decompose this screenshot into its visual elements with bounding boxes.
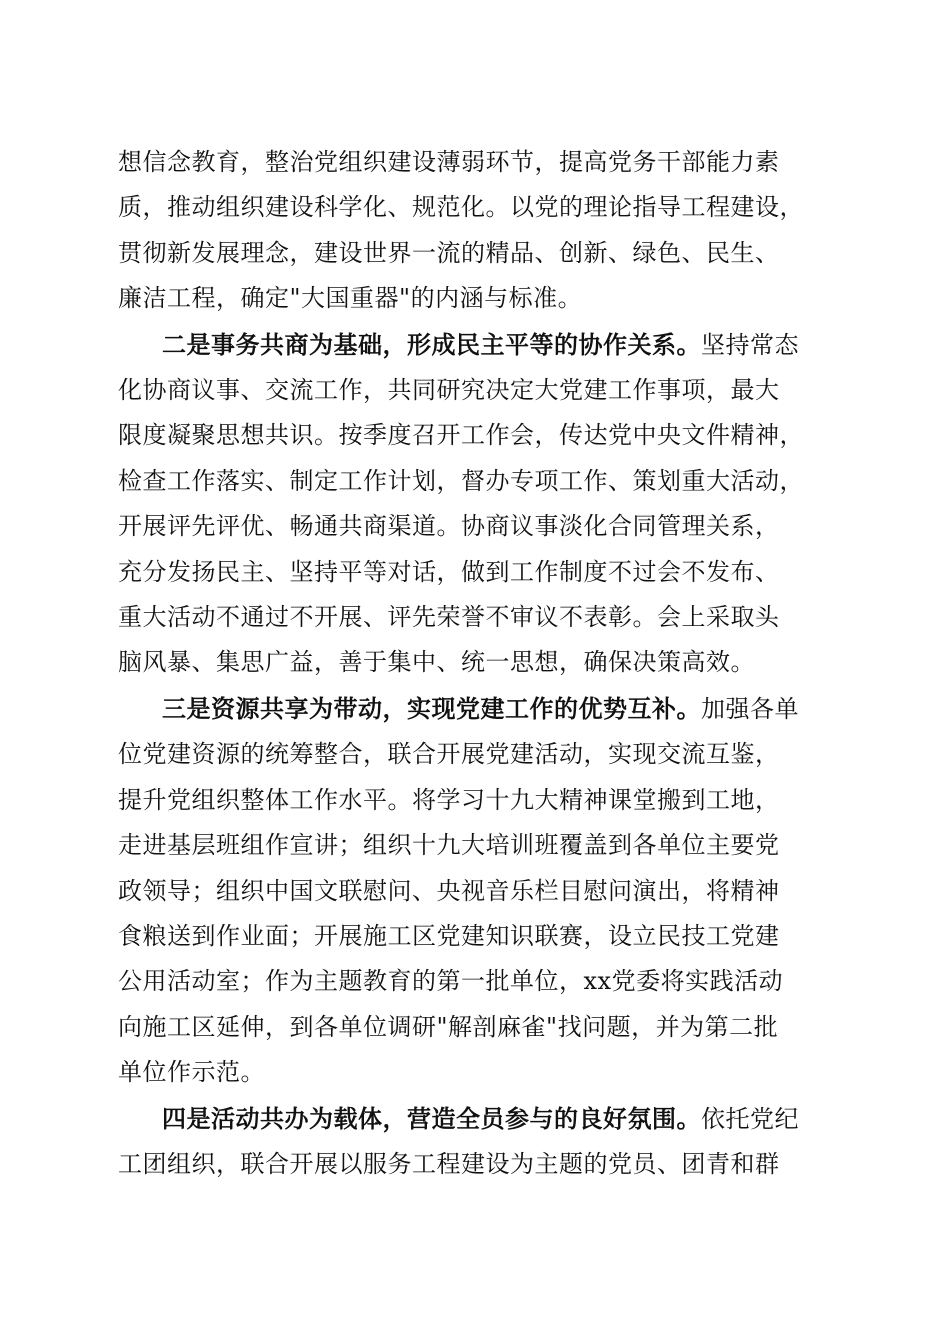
- text-run: 依托党纪: [701, 1104, 799, 1133]
- text-line: 重大活动不通过不开展、评先荣誉不审议不表彰。会上采取头: [118, 603, 780, 632]
- text-line: 检查工作落实、制定工作计划，督办专项工作、策划重大活动，: [118, 466, 804, 495]
- text-line: 质，推动组织建设科学化、规范化。以党的理论指导工程建设，: [118, 193, 804, 222]
- paragraph-4: [118, 1096, 838, 1188]
- text-line: 化协商议事、交流工作，共同研究决定大党建工作事项，最大: [118, 376, 780, 405]
- text-line: 脑风暴、集思广益，善于集中、统一思想，确保决策高效。: [118, 648, 755, 677]
- text-line: 食粮送到作业面；开展施工区党建知识联赛，设立民技工党建: [118, 921, 780, 950]
- paragraph-heading: 三是资源共享为带动，实现党建工作的优势互补。: [162, 693, 701, 723]
- text-line: 公用活动室；作为主题教育的第一批单位，xx党委将实践活动: [118, 967, 784, 996]
- text-run: 加强各单: [701, 694, 799, 723]
- text-line: 充分发扬民主、坚持平等对话，做到工作制度不过会不发布、: [118, 557, 780, 586]
- text-line: 开展评先评优、畅通共商渠道。协商议事淡化合同管理关系，: [118, 512, 780, 541]
- text-line: 想信念教育，整治党组织建设薄弱环节，提高党务干部能力素: [118, 148, 780, 176]
- paragraph-heading: 四是活动共办为载体，营造全员参与的良好氛围。: [162, 1103, 701, 1133]
- text-line: 政领导；组织中国文联慰问、央视音乐栏目慰问演出，将精神: [118, 876, 780, 905]
- text-line: [118, 1096, 838, 1142]
- text-line: [118, 686, 838, 732]
- text-line: [118, 322, 838, 368]
- paragraph-2: [118, 322, 838, 686]
- text-line: 工团组织，联合开展以服务工程建设为主题的党员、团青和群: [118, 1149, 780, 1178]
- paragraph-heading: 二是事务共商为基础，形成民主平等的协作关系。: [162, 329, 701, 359]
- text-line: 向施工区延伸，到各单位调研"解剖麻雀"找问题，并为第二批: [118, 1012, 779, 1041]
- text-line: 走进基层班组作宣讲；组织十九大培训班覆盖到各单位主要党: [118, 831, 780, 860]
- document-body: [118, 140, 838, 1187]
- text-line: 单位作示范。: [118, 1058, 265, 1087]
- text-run: 坚持常态: [701, 330, 799, 359]
- text-line: 贯彻新发展理念，建设世界一流的精品、创新、绿色、民生、: [118, 238, 780, 267]
- paragraph-1: [118, 140, 838, 322]
- paragraph-3: [118, 686, 838, 1096]
- text-line: 位党建资源的统筹整合，联合开展党建活动，实现交流互鉴，: [118, 740, 780, 769]
- text-line: 廉洁工程，确定"大国重器"的内涵与标准。: [118, 284, 583, 313]
- text-line: 提升党组织整体工作水平。将学习十九大精神课堂搬到工地，: [118, 785, 780, 814]
- text-line: 限度凝聚思想共识。按季度召开工作会，传达党中央文件精神，: [118, 421, 804, 450]
